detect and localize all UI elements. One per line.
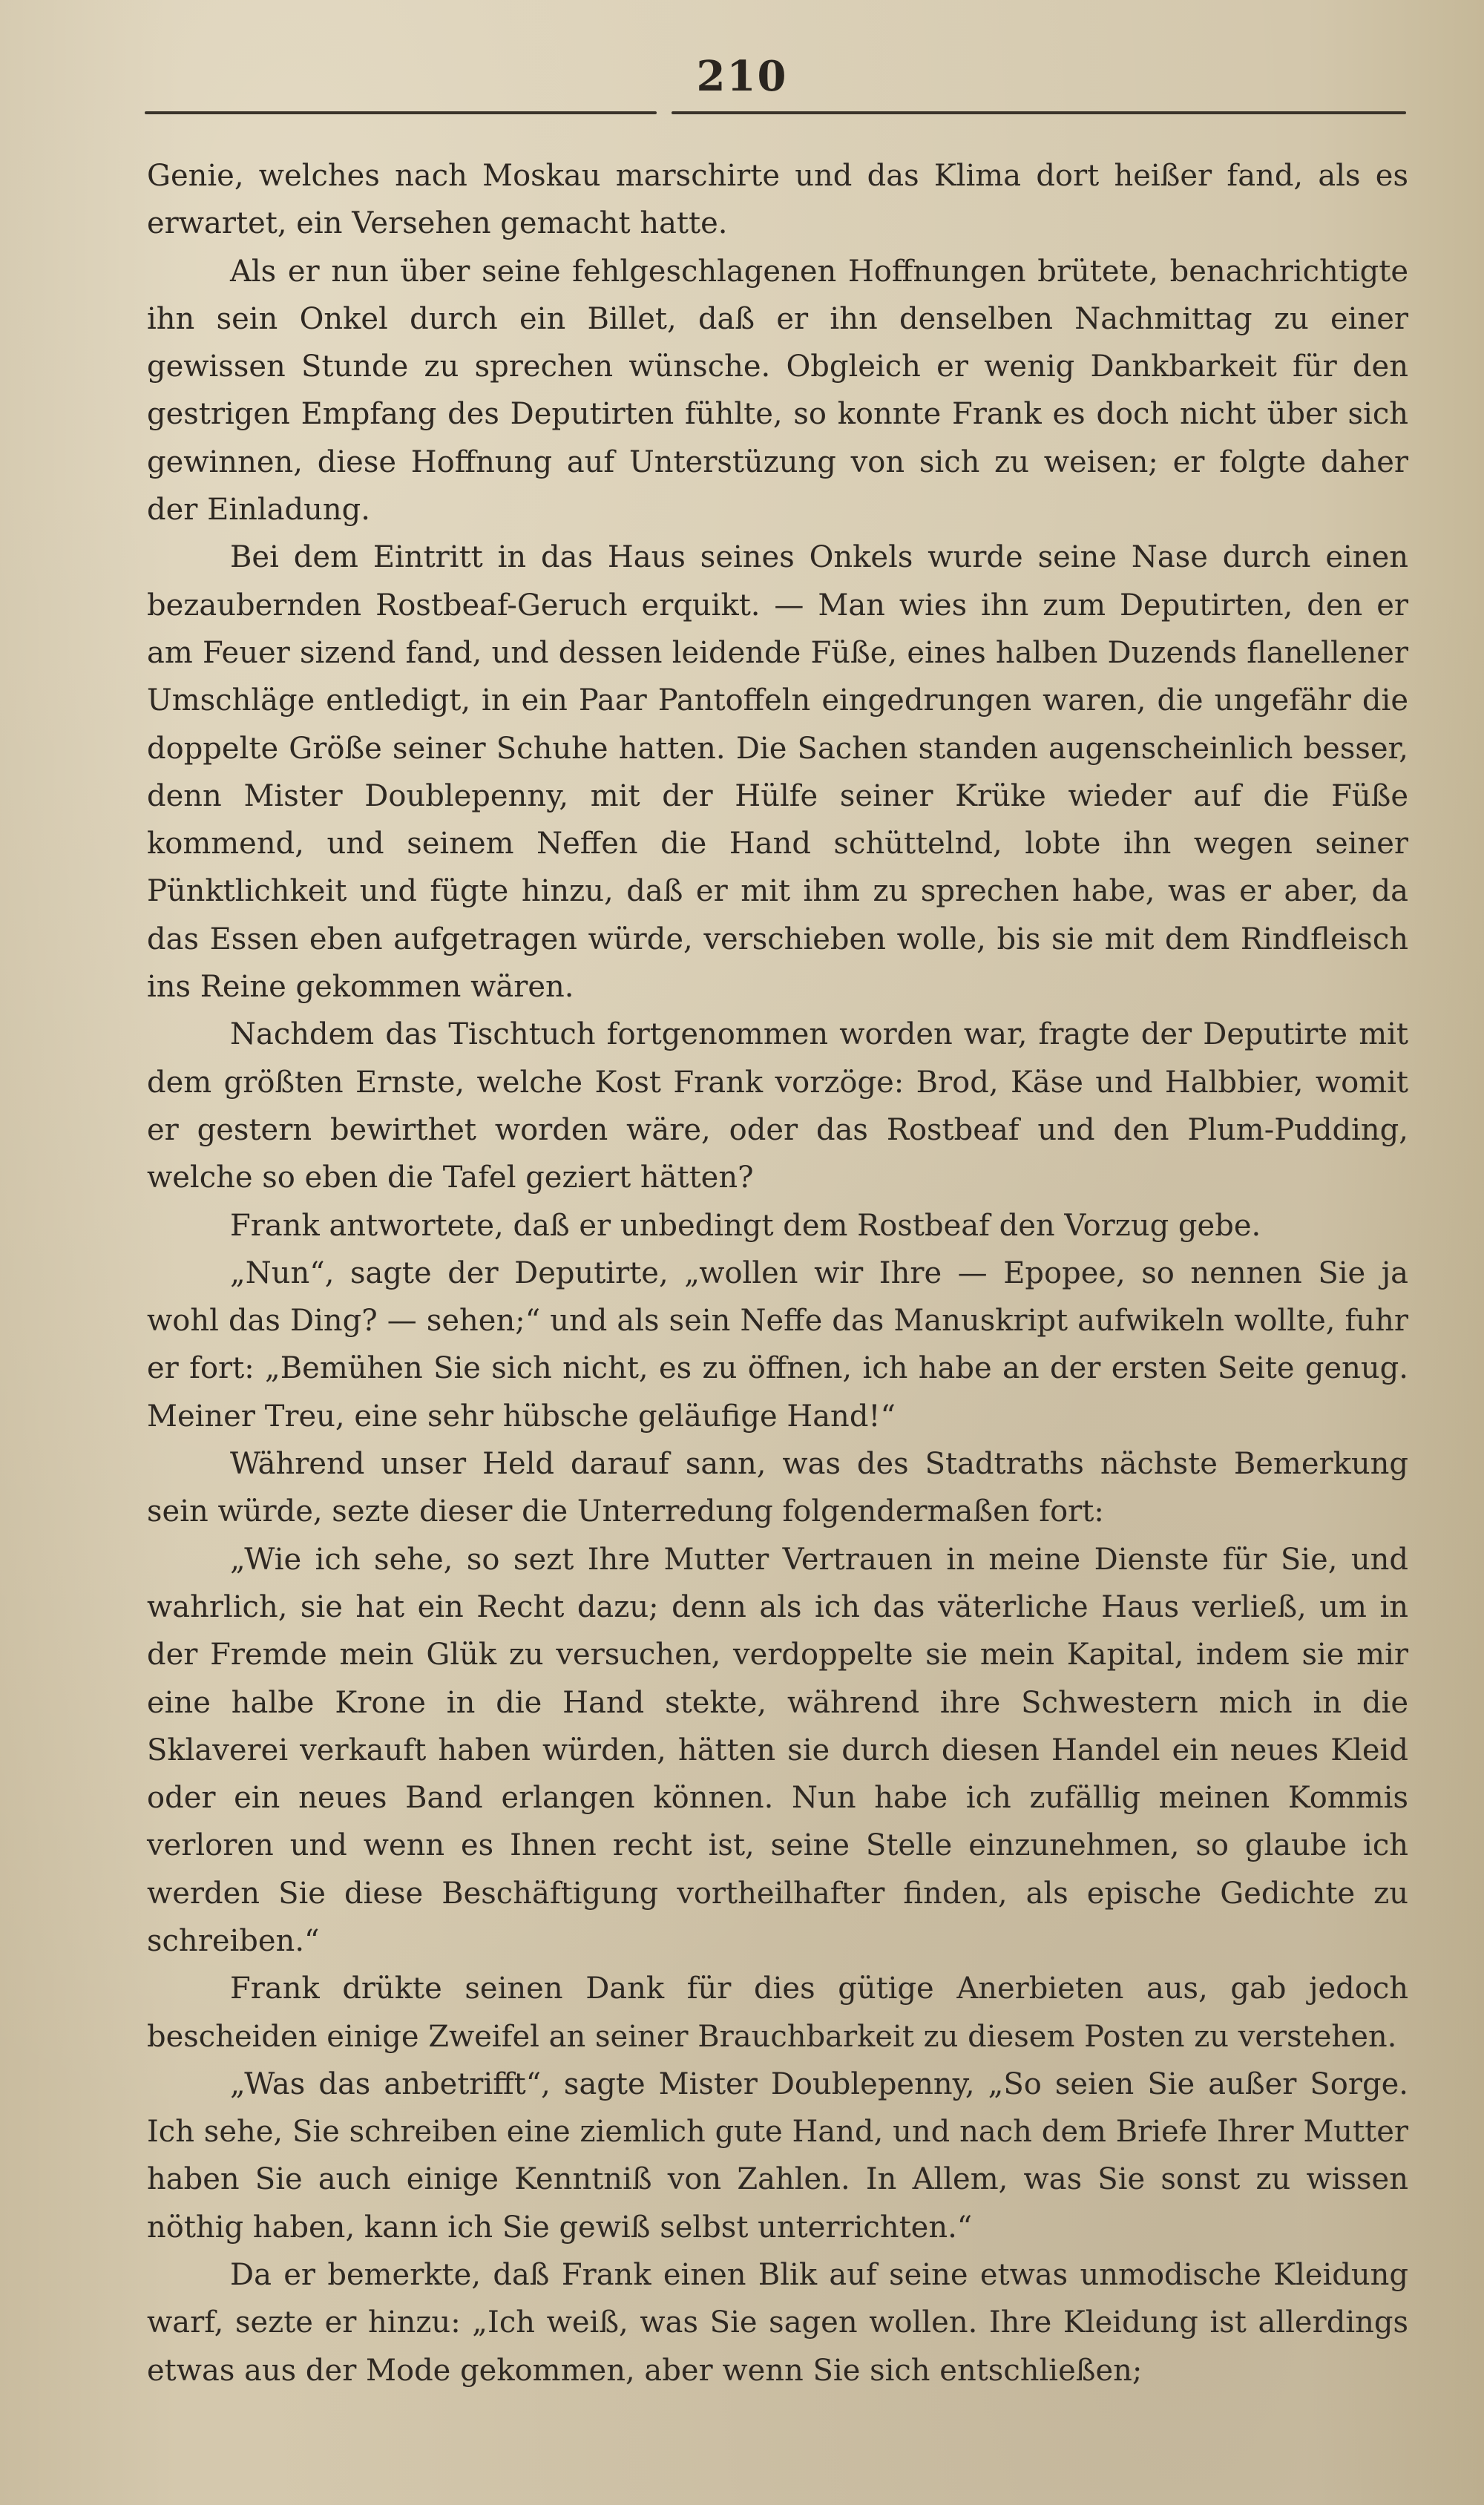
paragraph: Bei dem Eintritt in das Haus seines Onkels wurde seine Nase durch einen bezaubernden Rostbeaf-Geruch erquikt. — Man wies ihn zum Deputirten, den er am Feuer sizend fand, und dessen leidende Füße, eines halben Duzends flanellener Umschläge entledigt, in ein Paar Pantoffeln eingedrungen waren, die ungefähr die doppelte Größe seiner Schuhe hatten. Die Sachen standen augenscheinlich besser, denn Mister Doublepenny, mit der Hülfe seiner Krüke wieder auf die Füße kommend, und seinem Neffen die Hand schüttelnd, lobte ihn wegen seiner Pünktlichkeit und fügte hinzu, daß er mit ihm zu sprechen habe, was er aber, da das Essen eben aufgetragen würde, verschieben wolle, bis sie mit dem Rindfleisch ins Reine gekommen wären. <box>147 540 1408 1005</box>
paragraph: Genie, welches nach Moskau marschirte und das Klima dort heißer fand, als es erwartet, ein Versehen gemacht hatte. <box>147 159 1408 241</box>
paragraph: „Was das anbetrifft“, sagte Mister Doublepenny, „So seien Sie außer Sorge. Ich sehe, Sie schreiben eine ziemlich gute Hand, und nach dem Briefe Ihrer Mutter haben Sie auch einige Kenntniß von Zahlen. In Allem, was Sie sonst zu wissen nöthig haben, kann ich Sie gewiß selbst unterrichten.“ <box>147 2066 1408 2245</box>
paragraph: Frank antwortete, daß er unbedingt dem Rostbeaf den Vorzug gebe. <box>230 1208 1261 1243</box>
paragraph: Nachdem das Tischtuch fortgenommen worden war, fragte der Deputirte mit dem größten Ernste, welche Kost Frank vorzöge: Brod, Käse und Halbbier, womit er gestern bewirthet worden wäre, oder das Rostbeaf und den Plum-Pudding, welche so eben die Tafel geziert hätten? <box>147 1017 1408 1195</box>
body-text <box>147 152 1408 2394</box>
paragraph: Während unser Held darauf sann, was des Stadtraths nächste Bemerkung sein würde, sezte dieser die Unterredung folgendermaßen fort: <box>147 1447 1408 1529</box>
paragraph: Als er nun über seine fehlgeschlagenen Hoffnungen brütete, benachrichtigte ihn sein Onkel durch ein Billet, daß er ihn denselben Nachmittag zu einer gewissen Stunde zu sprechen wünsche. Obgleich er wenig Dankbarkeit für den gestrigen Empfang des Deputirten fühlte, so konnte Frank es doch nicht über sich gewinnen, diese Hoffnung auf Unterstüzung von sich zu weisen; er folgte daher der Einladung. <box>147 254 1408 528</box>
paragraph: „Wie ich sehe, so sezt Ihre Mutter Vertrauen in meine Dienste für Sie, und wahrlich, sie hat ein Recht dazu; denn als ich das väterliche Haus verließ, um in der Fremde mein Glük zu versuchen, verdoppelte sie mein Kapital, indem sie mir eine halbe Krone in die Hand stekte, während ihre Schwestern mich in die Sklaverei verkauft haben würden, hätten sie durch diesen Handel ein neues Kleid oder ein neues Band erlangen können. Nun habe ich zufällig meinen Kommis verloren und wenn es Ihnen recht ist, seine Stelle einzunehmen, so glaube ich werden Sie diese Beschäftigung vortheilhafter finden, als epische Gedichte zu schreiben.“ <box>147 1542 1408 1958</box>
header-rule-left <box>145 111 657 114</box>
paragraph: Da er bemerkte, daß Frank einen Blik auf seine etwas unmodische Kleidung warf, sezte er hinzu: „Ich weiß, was Sie sagen wollen. Ihre Kleidung ist allerdings etwas aus der Mode gekommen, aber wenn Sie sich entschließen; <box>147 2258 1408 2388</box>
page-number: 210 <box>696 52 788 101</box>
paragraph: „Nun“, sagte der Deputirte, „wollen wir Ihre — Epopee, so nennen Sie ja wohl das Ding? — sehen;“ und als sein Neffe das Manuskript aufwikeln wollte, fuhr er fort: „Bemühen Sie sich nicht, es zu öffnen, ich habe an der ersten Seite genug. Meiner Treu, eine sehr hübsche geläufige Hand!“ <box>147 1255 1408 1434</box>
header-rule-right <box>672 111 1406 114</box>
paragraph: Frank drükte seinen Dank für dies gütige Anerbieten aus, gab jedoch bescheiden einige Zweifel an seiner Brauchbarkeit zu diesem Posten zu verstehen. <box>147 1972 1408 2054</box>
